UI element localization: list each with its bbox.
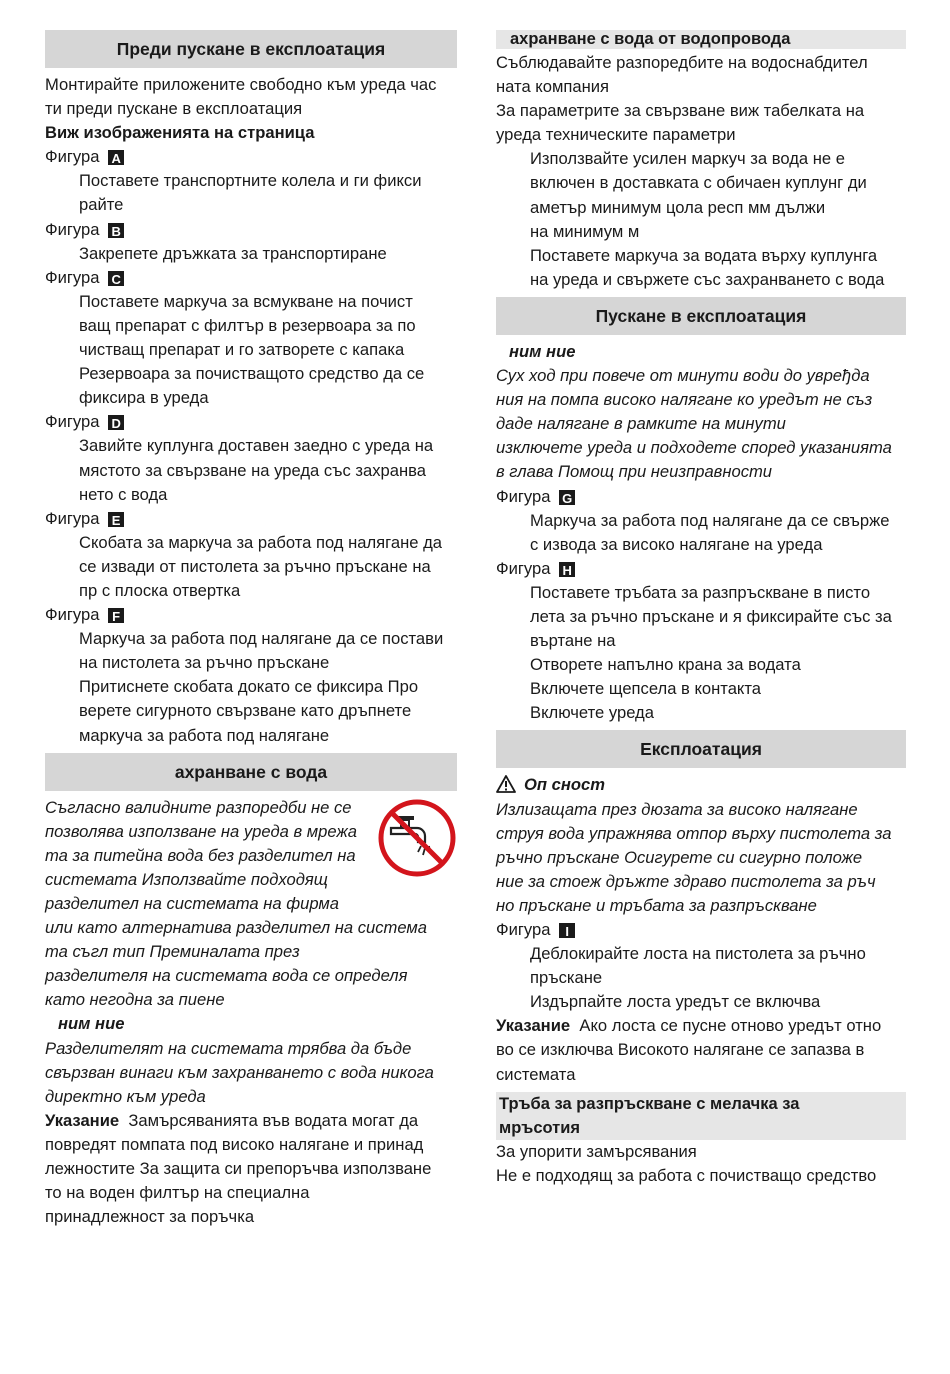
hint-line: принадлежност за поръчка bbox=[45, 1207, 255, 1227]
figure-label-c: Фигура C bbox=[45, 266, 457, 290]
attention-line: директно към уреда bbox=[45, 1086, 206, 1106]
figure-d-line: нето с вода bbox=[79, 484, 168, 504]
water-text-line: позволява използване на уреда в мрежа bbox=[45, 821, 358, 841]
figure-badge-i: I bbox=[559, 923, 575, 938]
supply-line: ната компания bbox=[496, 77, 609, 97]
attention-line: в глава Помощ при неизправности bbox=[496, 462, 773, 482]
attention-line: свързван винаги към захранването с вода никога bbox=[45, 1062, 434, 1082]
figure-badge-h: H bbox=[559, 562, 575, 577]
intro-line: Монтирайте приложените свободно към уреда час bbox=[45, 75, 437, 94]
intro-line: ти преди пускане в експлоатация bbox=[45, 99, 303, 119]
supply-line: уреда техническите параметри bbox=[496, 125, 736, 145]
supply-step-line: на уреда и свържете със захранването с вода bbox=[530, 269, 885, 289]
attention-line: изключете уреда и подходете според указанията bbox=[496, 438, 892, 458]
figure-d-line: мястото за свързване на уреда със захранва bbox=[79, 460, 427, 480]
figure-label-h: Фигура H bbox=[496, 557, 906, 581]
figure-i-line: Деблокирайте лоста на пистолета за ръчно bbox=[530, 944, 866, 964]
figure-d-line: Завийте куплунга доставен заедно с уреда на bbox=[79, 436, 434, 456]
hint-label: Указание bbox=[496, 1016, 571, 1036]
section-header-dirt-blaster bbox=[496, 1092, 906, 1140]
figure-i-line: Издърпайте лоста уредът се включва bbox=[530, 992, 821, 1012]
figure-h-line: Включете уреда bbox=[530, 703, 654, 723]
hint-line: во се изключва Високото налягане се запазва в bbox=[496, 1040, 865, 1060]
dirt-blaster-line: Не е подходящ за работа с почистващо средство bbox=[496, 1165, 877, 1185]
figure-a-line: Поставете транспортните колела и ги фикси bbox=[79, 171, 422, 191]
hint-line: Указание Ако лоста се пусне отново уредът отно bbox=[496, 1016, 882, 1036]
right-column bbox=[496, 30, 906, 1188]
section-header-before-start: Преди пускане в експлоатация bbox=[45, 30, 457, 68]
figure-label-g: Фигура G bbox=[496, 485, 906, 509]
dirt-blaster-title-line: Тръба за разпръскване с мелачка за bbox=[499, 1094, 800, 1113]
figure-h-line: въртане на bbox=[530, 631, 616, 651]
figure-badge-d: D bbox=[108, 415, 124, 430]
section-header-operation: Експлоатация bbox=[496, 730, 906, 768]
figure-c-line: фиксира в уреда bbox=[79, 388, 209, 408]
water-text-line: като негодна за пиене bbox=[45, 990, 225, 1010]
attention-line: Сух ход при повече от минути води до увређда bbox=[496, 366, 870, 386]
supply-step-line: на минимум м bbox=[530, 221, 640, 241]
figure-badge-g: G bbox=[559, 490, 575, 505]
danger-line: Излизащата през дюзата за високо налягане bbox=[496, 799, 858, 819]
figure-e-line: пр с плоска отвертка bbox=[79, 580, 241, 600]
warning-triangle-icon bbox=[496, 775, 516, 793]
figure-h-line: Поставете тръбата за разпръскване в писто bbox=[530, 582, 871, 602]
danger-line: но пръскане и тръбата за разпръскване bbox=[496, 895, 817, 915]
figure-label-e: Фигура E bbox=[45, 507, 457, 531]
figure-f-line: верете сигурното свързване като дръпнете bbox=[79, 701, 412, 721]
left-column bbox=[45, 30, 457, 1229]
water-text-line: разделителя на системата вода се определя bbox=[45, 966, 408, 986]
figure-c-line: Резервоара за почистващото средство да се bbox=[79, 364, 425, 384]
supply-step-line: включен в доставката с обичаен куплунг ди bbox=[530, 173, 867, 193]
attention-heading: ним ние bbox=[58, 1014, 125, 1034]
figure-badge-b: B bbox=[108, 223, 124, 238]
water-text-line: Съгласно валидните разпоредби не се bbox=[45, 797, 352, 817]
figure-h-line: Включете щепсела в контакта bbox=[530, 679, 762, 699]
section-header-water-supply: ахранване с вода bbox=[45, 753, 457, 791]
supply-step-line: Поставете маркуча за водата върху куплунга bbox=[530, 245, 878, 265]
figure-f-line: Притиснете скобата докато се фиксира Про bbox=[79, 677, 419, 697]
figure-g-line: с извода за високо налягане на уреда bbox=[530, 534, 823, 554]
figure-a-line: райте bbox=[79, 195, 124, 215]
supply-step-line: Използвайте усилен маркуч за вода не е bbox=[530, 149, 845, 169]
no-drinking-water-icon bbox=[377, 798, 457, 878]
figure-badge-f: F bbox=[108, 608, 124, 623]
figure-label-d: Фигура D bbox=[45, 410, 457, 434]
figure-g-line: Маркуча за работа под налягане да се свърже bbox=[530, 510, 890, 530]
dirt-blaster-line: За упорити замърсявания bbox=[496, 1141, 697, 1161]
water-text-line: та съгл тип Преминалата през bbox=[45, 942, 300, 962]
danger-line: струя вода упражнява отпор върху пистолета за bbox=[496, 823, 892, 843]
see-images-line: Виж изображенията на страница bbox=[45, 123, 315, 143]
figure-b-line: Закрепете дръжката за транспортиране bbox=[79, 243, 387, 263]
danger-line: ръчно пръскане Осигурете си сигурно положе bbox=[496, 847, 863, 867]
figure-h-line: лета за ръчно пръскане и я фиксирайте със за bbox=[530, 606, 892, 626]
figure-e-line: се извади от пистолета за ръчно пръскане на bbox=[79, 556, 431, 576]
section-header-start-up: Пускане в експлоатация bbox=[496, 297, 906, 335]
attention-heading: ним ние bbox=[509, 341, 576, 361]
figure-f-line: Маркуча за работа под налягане да се постави bbox=[79, 629, 444, 649]
figure-c-line: Поставете маркуча за всмукване на почист bbox=[79, 291, 413, 311]
dirt-blaster-title-line: мръсотия bbox=[499, 1118, 581, 1137]
figure-h-line: Отворете напълно крана за водата bbox=[530, 655, 801, 675]
figure-c-line: чистващ препарат и го затворете с капака bbox=[79, 340, 405, 360]
supply-line: За параметрите за свързване виж табелката на bbox=[496, 101, 865, 121]
figure-e-line: Скобата за маркуча за работа под налягане да bbox=[79, 532, 442, 552]
figure-badge-e: E bbox=[108, 512, 124, 527]
hint-line: то на воден филтър на специална bbox=[45, 1183, 310, 1203]
water-text-line: та за питейна вода без разделител на bbox=[45, 845, 356, 865]
hint-line: лежностите За защита си препоръчва използване bbox=[45, 1159, 432, 1179]
danger-line: ние за стоеж дръжте здраво пистолета за ръч bbox=[496, 871, 876, 891]
supply-step-line: аметър минимум цола респ мм дължи bbox=[530, 197, 826, 217]
figure-f-line: на пистолета за ръчно пръскане bbox=[79, 653, 330, 673]
figure-label-f: Фигура F bbox=[45, 603, 457, 627]
hint-line: системата bbox=[496, 1064, 576, 1084]
figure-f-line: маркуча за работа под налягане bbox=[79, 725, 330, 745]
attention-line: даде налягане в рамките на минути bbox=[496, 414, 786, 434]
figure-label-b: Фигура B bbox=[45, 218, 457, 242]
water-text-line: системата Използвайте подходящ bbox=[45, 869, 328, 889]
figure-c-line: ващ препарат с филтър в резервоара за по bbox=[79, 315, 416, 335]
water-text-line: разделител на системата на фирма bbox=[45, 894, 339, 913]
attention-line: ния на помпа високо налягане ко уредът не съз bbox=[496, 390, 873, 410]
figure-badge-a: A bbox=[108, 150, 124, 165]
figure-label-a: Фигура A bbox=[45, 145, 457, 169]
water-supply-block bbox=[45, 796, 457, 1013]
danger-heading: Оп сност bbox=[496, 773, 906, 797]
figure-i-line: пръскане bbox=[530, 968, 603, 988]
attention-line: Разделителят на системата трябва да бъде bbox=[45, 1038, 412, 1058]
supply-line: Съблюдавайте разпоредбите на водоснабдител bbox=[496, 53, 868, 72]
hint-line: Указание Замърсяванията във водата могат да bbox=[45, 1110, 419, 1130]
figure-label-i: Фигура I bbox=[496, 918, 906, 942]
hint-label: Указание bbox=[45, 1110, 120, 1130]
water-text-line: или като алтернатива разделител на система bbox=[45, 918, 427, 938]
section-header-mains-water: ахранване с вода от водопровода bbox=[496, 30, 906, 49]
hint-line: повредят помпата под високо налягане и принад bbox=[45, 1134, 424, 1154]
figure-badge-c: C bbox=[108, 271, 124, 286]
